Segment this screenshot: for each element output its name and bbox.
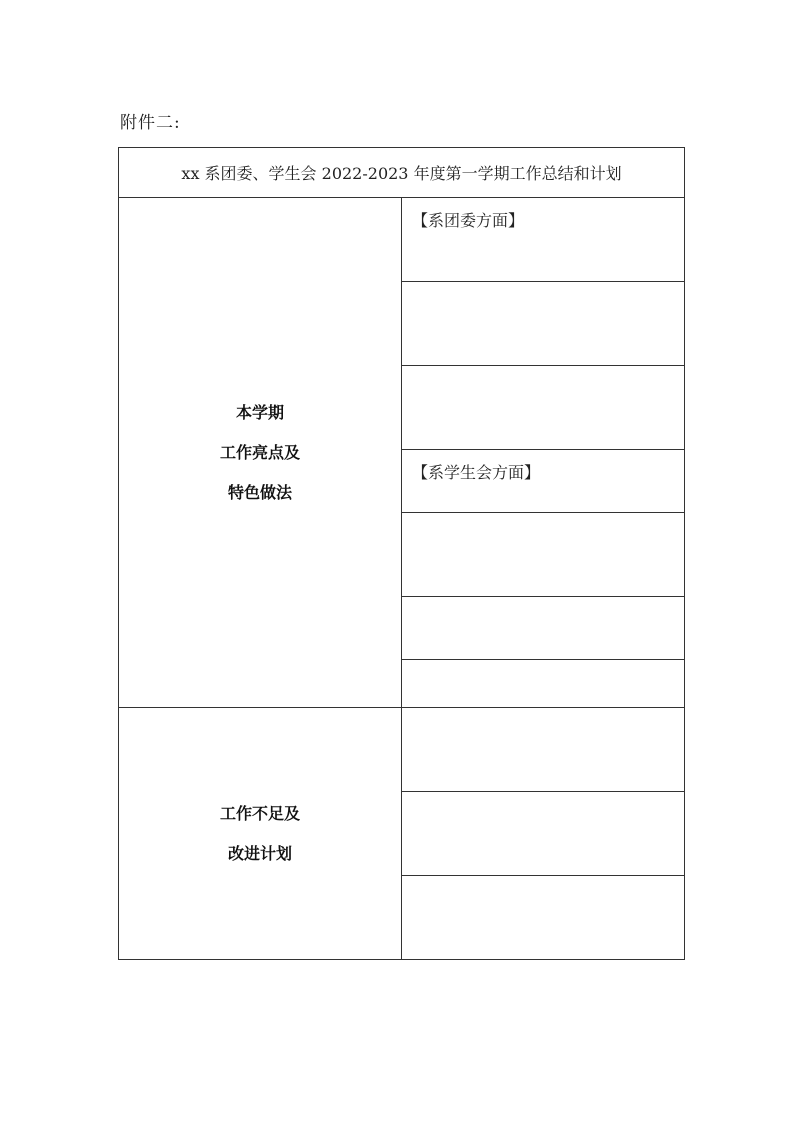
section-label-line: 本学期 — [235, 402, 284, 422]
content-cell-league-committee[interactable]: 【系团委方面】 — [402, 198, 685, 282]
content-cell[interactable] — [402, 366, 685, 450]
content-cell[interactable] — [402, 792, 685, 876]
table-row — [119, 198, 685, 282]
table-title: xx 系团委、学生会 2022-2023 年度第一学期工作总结和计划 — [119, 148, 685, 198]
content-cell[interactable] — [402, 708, 685, 792]
attachment-label: 附件二: — [120, 113, 181, 133]
section-label-improvements — [119, 708, 402, 960]
content-cell-student-union[interactable]: 【系学生会方面】 — [402, 450, 685, 513]
content-cell[interactable] — [402, 876, 685, 960]
section-label-line: 工作不足及 — [219, 803, 300, 823]
section-label-highlights — [119, 198, 402, 708]
work-summary-table — [118, 147, 685, 960]
section-label-line: 改进计划 — [227, 843, 292, 863]
table-row — [119, 708, 685, 792]
content-cell[interactable] — [402, 282, 685, 366]
content-cell[interactable] — [402, 513, 685, 597]
content-cell[interactable] — [402, 597, 685, 660]
section-label-line: 工作亮点及 — [219, 442, 300, 462]
section-label-line: 特色做法 — [227, 482, 292, 502]
title-row — [119, 148, 685, 198]
content-cell[interactable] — [402, 660, 685, 708]
